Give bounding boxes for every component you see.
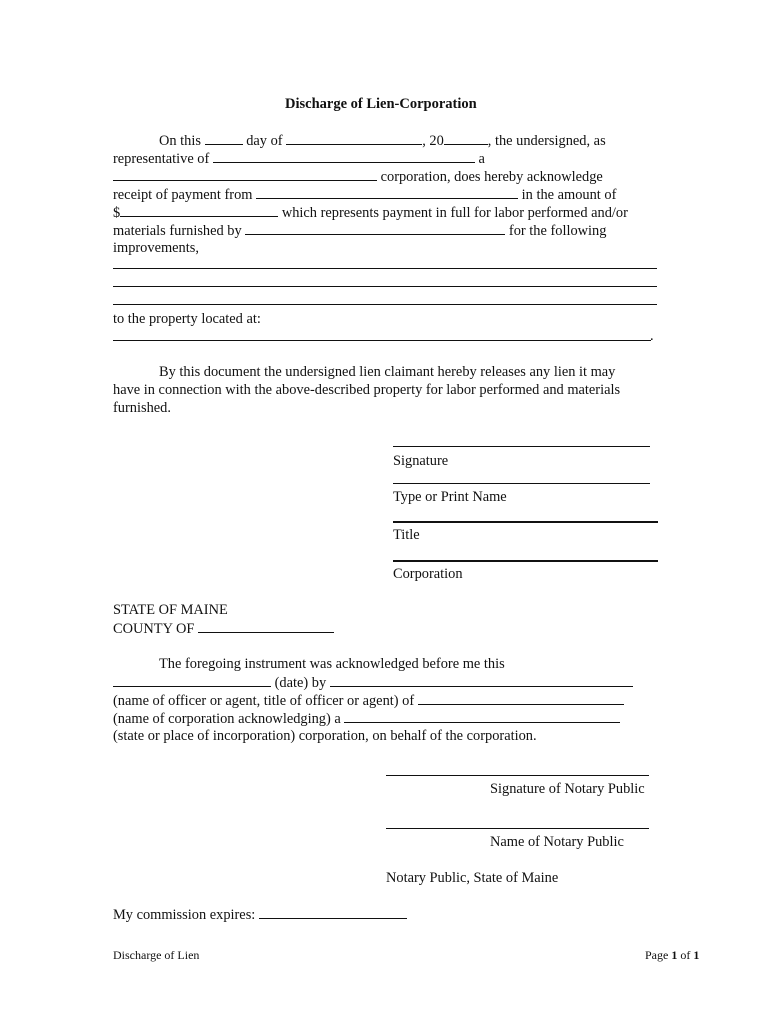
corporation-label: Corporation xyxy=(393,566,463,582)
ack-line5: (state or place of incorporation) corporation, on behalf of the corporation. xyxy=(113,728,537,744)
which-represents-text: which represents payment in full for labor performed and/or xyxy=(281,205,628,221)
commission-expires-label: My commission expires: xyxy=(113,907,256,923)
para1-line6 xyxy=(113,221,606,240)
release-para-line1: By this document the undersigned lien claimant hereby releases any lien it may xyxy=(159,364,616,380)
corporation-state-blank[interactable] xyxy=(113,167,377,181)
representative-of-text: representative of xyxy=(113,151,210,167)
county-label: COUNTY OF xyxy=(113,621,195,637)
page-number xyxy=(645,946,699,964)
ack-by-blank[interactable] xyxy=(330,673,633,687)
notary-signature-label: Signature of Notary Public xyxy=(490,781,645,797)
day-of-text: day of xyxy=(246,133,283,149)
year-prefix-text: , 20 xyxy=(422,133,444,149)
ack-corp-blank[interactable] xyxy=(344,709,620,723)
para1-line4 xyxy=(113,185,616,204)
receipt-from-text: receipt of payment from xyxy=(113,187,253,203)
page-word: Page xyxy=(645,948,669,962)
in-amount-of-text: in the amount of xyxy=(521,187,617,203)
a-text: a xyxy=(478,151,485,167)
ack-line4 xyxy=(113,709,620,728)
title-label: Title xyxy=(393,527,420,543)
date-by-text: (date) by xyxy=(274,675,327,691)
improvements-line-1[interactable] xyxy=(113,268,657,269)
property-label: to the property located at: xyxy=(113,311,261,327)
state-label: STATE OF MAINE xyxy=(113,602,228,618)
title-line[interactable] xyxy=(393,521,658,523)
month-blank[interactable] xyxy=(286,131,422,145)
page-current: 1 xyxy=(671,948,678,962)
undersigned-as-text: , the undersigned, as xyxy=(487,133,606,149)
commission-line xyxy=(113,905,407,924)
signature-label: Signature xyxy=(393,453,449,469)
notary-state-label: Notary Public, State of Maine xyxy=(386,870,559,886)
property-period: . xyxy=(650,328,654,344)
county-blank[interactable] xyxy=(198,619,334,633)
ack-line2 xyxy=(113,673,633,692)
for-following-text: for the following xyxy=(508,223,607,239)
footer-left: Discharge of Lien xyxy=(113,948,200,962)
corporation-ack-text: corporation, does hereby acknowledge xyxy=(380,169,603,185)
para1-line2 xyxy=(113,149,485,168)
furnisher-blank[interactable] xyxy=(245,221,505,235)
improvements-text: improvements, xyxy=(113,240,199,256)
notary-signature-line[interactable] xyxy=(386,775,649,776)
year-blank[interactable] xyxy=(444,131,488,145)
notary-name-line[interactable] xyxy=(386,828,649,829)
release-para-line3: furnished. xyxy=(113,400,171,416)
improvements-line-2[interactable] xyxy=(113,286,657,287)
day-blank[interactable] xyxy=(205,131,243,145)
payer-blank[interactable] xyxy=(256,185,518,199)
document-title: Discharge of Lien-Corporation xyxy=(285,96,477,112)
name-of-corp-text: (name of corporation acknowledging) a xyxy=(113,711,341,727)
materials-by-text: materials furnished by xyxy=(113,223,242,239)
amount-blank[interactable] xyxy=(120,203,278,217)
para1-line5 xyxy=(113,203,628,222)
print-name-line[interactable] xyxy=(393,483,650,484)
type-or-print-name-label: Type or Print Name xyxy=(393,489,507,505)
ack-line3 xyxy=(113,691,624,710)
para1-line3 xyxy=(113,167,603,186)
corporation-line[interactable] xyxy=(393,560,658,562)
ack-date-blank[interactable] xyxy=(113,673,271,687)
signature-line[interactable] xyxy=(393,446,650,447)
ack-line1: The foregoing instrument was acknowledged before me this xyxy=(159,656,505,672)
commission-expires-blank[interactable] xyxy=(259,905,407,919)
representative-blank[interactable] xyxy=(213,149,475,163)
notary-name-label: Name of Notary Public xyxy=(490,834,624,850)
of-word: of xyxy=(680,948,691,962)
property-address-line[interactable] xyxy=(113,340,651,341)
improvements-line-3[interactable] xyxy=(113,304,657,305)
para1-line1 xyxy=(159,131,606,150)
name-of-officer-text: (name of officer or agent, title of officer or agent) of xyxy=(113,693,415,709)
release-para-line2: have in connection with the above-described property for labor performed and materials xyxy=(113,382,621,398)
on-this-text: On this xyxy=(159,133,201,149)
page-total: 1 xyxy=(693,948,700,962)
ack-officer-blank[interactable] xyxy=(418,691,624,705)
county-line xyxy=(113,619,334,638)
dollar-sign: $ xyxy=(113,205,121,221)
